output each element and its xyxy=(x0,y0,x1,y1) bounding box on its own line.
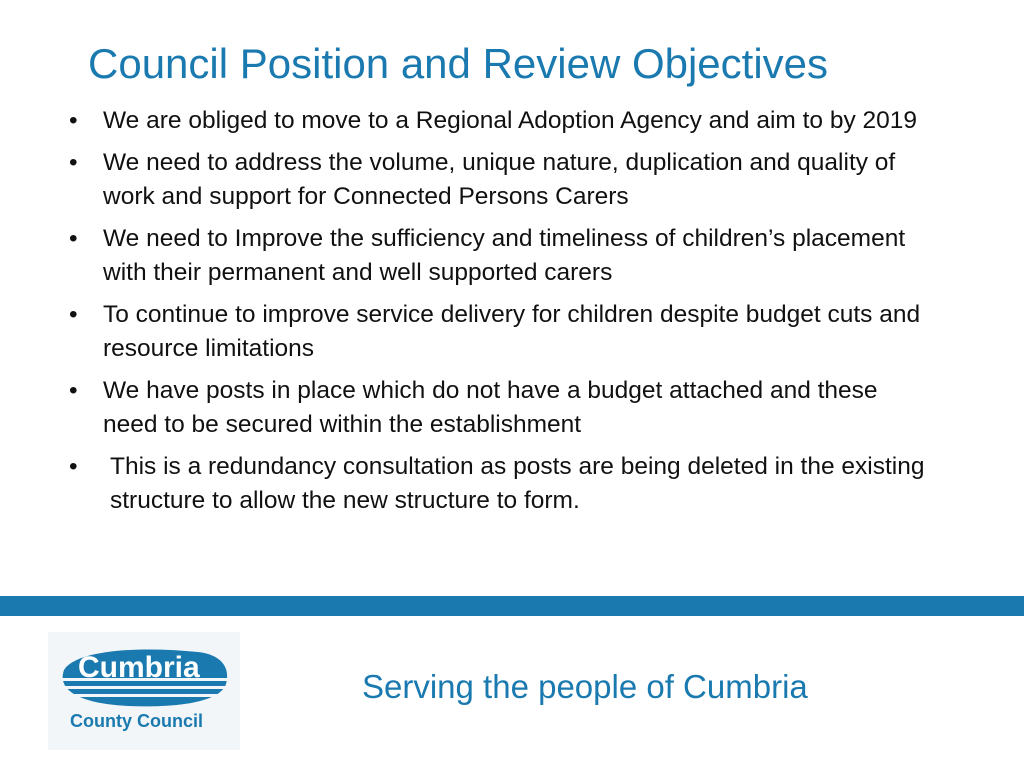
bullet-text: To continue to improve service delivery for children despite budget cuts and resource limitations xyxy=(103,301,921,362)
logo-name: Cumbria xyxy=(78,651,200,684)
logo-subtitle: County Council xyxy=(70,711,203,731)
bullet-dot: • xyxy=(69,377,78,404)
footer-band xyxy=(0,596,1024,616)
bullet-item xyxy=(68,374,938,442)
bullet-dot: • xyxy=(69,149,78,176)
bullet-text: We need to Improve the sufficiency and timeliness of children’s placement with their permanent and well supported carers xyxy=(103,225,906,286)
footer-tagline: Serving the people of Cumbria xyxy=(362,668,808,705)
bullet-item xyxy=(68,450,938,518)
cumbria-county-council-logo xyxy=(48,632,240,750)
bullet-item xyxy=(68,222,938,290)
bullet-text: We need to address the volume, unique nature, duplication and quality of work and support for Connected Persons Carers xyxy=(103,149,896,210)
bullet-text: We have posts in place which do not have a budget attached and these need to be secured within the establishment xyxy=(103,377,878,438)
bullet-dot: • xyxy=(69,301,78,328)
bullet-text: We are obliged to move to a Regional Adoption Agency and aim to by 2019 xyxy=(103,107,918,134)
bullet-dot: • xyxy=(69,107,78,134)
bullet-dot: • xyxy=(69,453,78,480)
bullet-item xyxy=(68,104,938,138)
bullet-dot: • xyxy=(69,225,78,252)
bullet-item xyxy=(68,298,938,366)
bullet-text: This is a redundancy consultation as posts are being deleted in the existing structure to allow the new structure to form. xyxy=(110,453,925,514)
bullet-list xyxy=(68,104,938,526)
bullet-item xyxy=(68,146,938,214)
slide-title: Council Position and Review Objectives xyxy=(88,40,829,87)
logo-graphic xyxy=(48,632,240,750)
